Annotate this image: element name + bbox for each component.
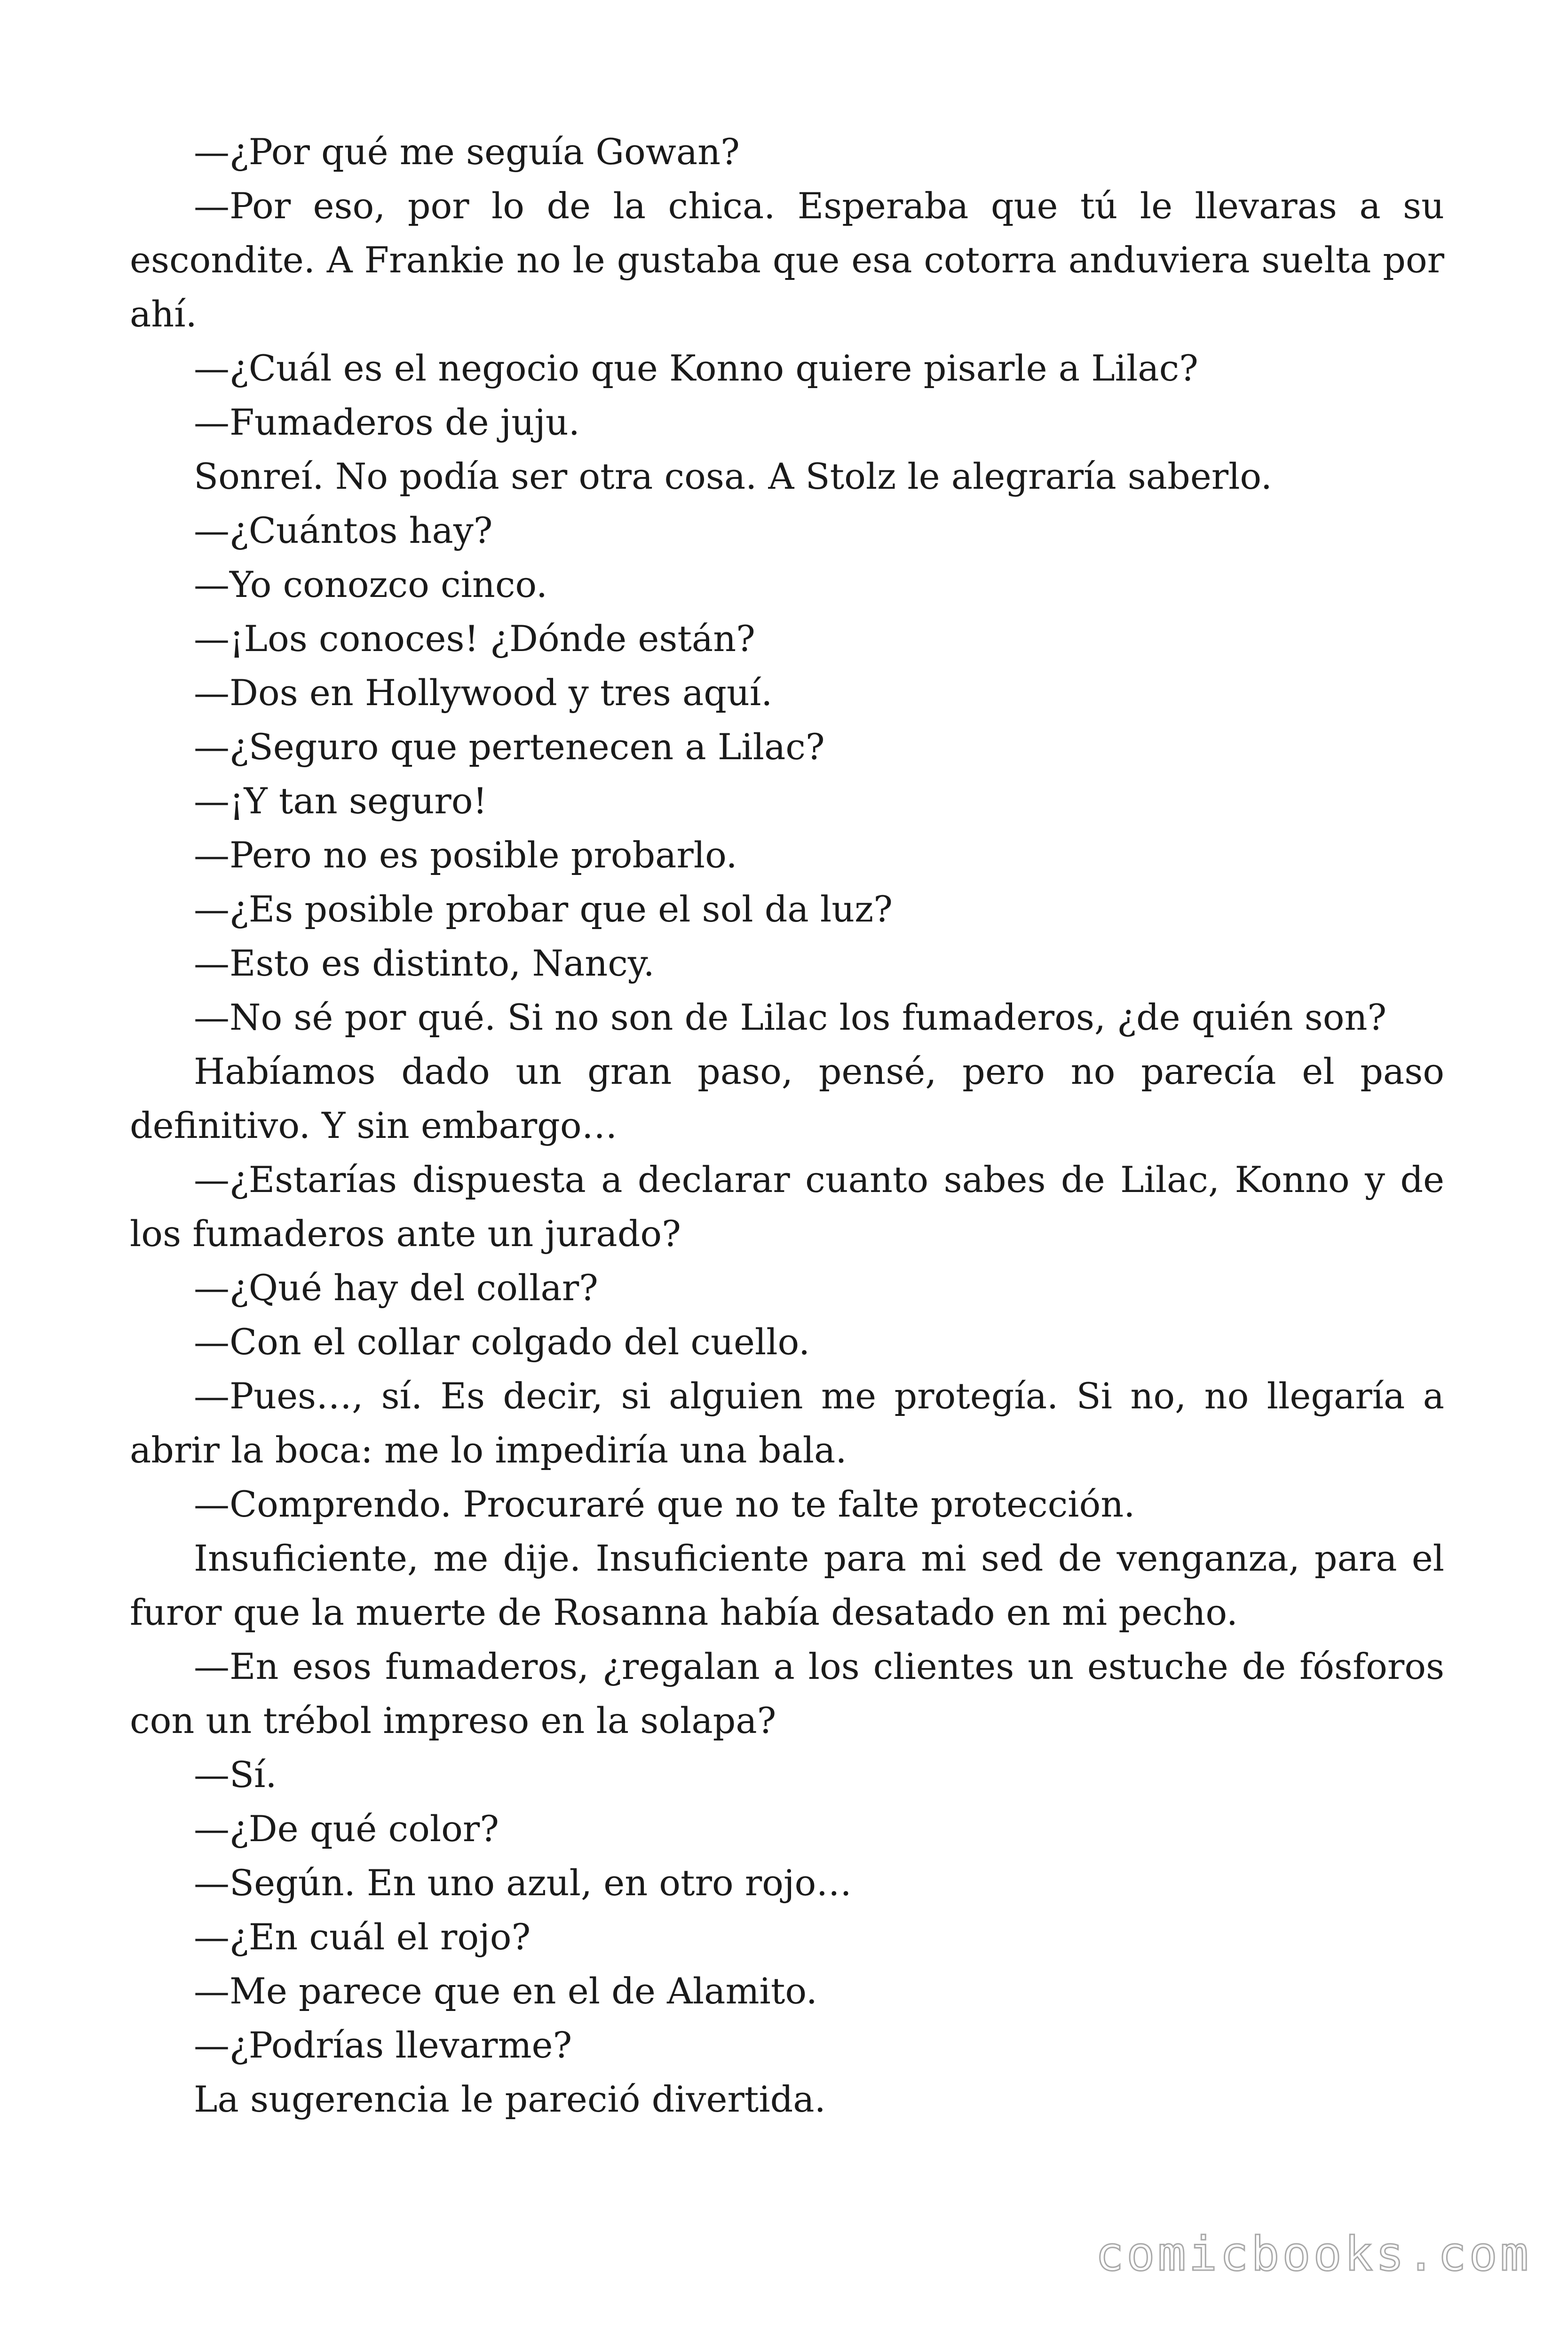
paragraph: Sonreí. No podía ser otra cosa. A Stolz le alegraría saberlo. — [194, 455, 1272, 497]
paragraph: —¿Cuántos hay? — [194, 509, 493, 551]
paragraph: —En esos fumaderos, ¿regalan a los clientes un estuche de fósforos con un trébol impreso en la solapa? — [130, 1645, 1444, 1741]
paragraph: —Yo conozco cinco. — [194, 564, 547, 605]
paragraph: —Sí. — [194, 1754, 277, 1796]
paragraph: —¿Por qué me seguía Gowan? — [194, 131, 740, 173]
paragraph: —Con el collar colgado del cuello. — [194, 1321, 810, 1363]
paragraph: Insuficiente, me dije. Insuficiente para mi sed de venganza, para el furor que la muerte de Rosanna había desatado en mi pecho. — [130, 1537, 1444, 1633]
paragraph: —Esto es distinto, Nancy. — [194, 942, 655, 984]
paragraph: —¿Estarías dispuesta a declarar cuanto sabes de Lilac, Konno y de los fumaderos ante un jurado? — [130, 1159, 1444, 1255]
paragraph: —Por eso, por lo de la chica. Esperaba que tú le llevaras a su escondite. A Frankie no le gustaba que esa cotorra anduviera suelta por ahí. — [130, 185, 1444, 335]
paragraph: —Comprendo. Procuraré que no te falte protección. — [194, 1483, 1135, 1525]
paragraph: Habíamos dado un gran paso, pensé, pero no parecía el paso definitivo. Y sin embargo… — [130, 1050, 1444, 1146]
paragraph: —No sé por qué. Si no son de Lilac los fumaderos, ¿de quién son? — [194, 996, 1387, 1038]
paragraph: —¿Cuál es el negocio que Konno quiere pisarle a Lilac? — [194, 347, 1198, 389]
paragraph: —Según. En uno azul, en otro rojo… — [194, 1862, 852, 1904]
paragraph: —¿Podrías llevarme? — [194, 2024, 572, 2066]
paragraph: —¿En cuál el rojo? — [194, 1916, 531, 1958]
paragraph: —Pues…, sí. Es decir, si alguien me protegía. Si no, no llegaría a abrir la boca: me lo impediría una bala. — [130, 1375, 1444, 1471]
paragraph: —¡Y tan seguro! — [194, 780, 488, 822]
paragraph: —¿Qué hay del collar? — [194, 1267, 598, 1309]
paragraph: —¿Seguro que pertenecen a Lilac? — [194, 726, 825, 768]
paragraph: —¿Es posible probar que el sol da luz? — [194, 888, 893, 930]
page-body — [130, 125, 1444, 2126]
paragraph: —¡Los conoces! ¿Dónde están? — [194, 618, 755, 660]
paragraph: —Fumaderos de juju. — [194, 401, 580, 443]
watermark: comicbooks.com — [1095, 2226, 1531, 2281]
paragraph: —Me parece que en el de Alamito. — [194, 1970, 817, 2012]
paragraph: La sugerencia le pareció divertida. — [194, 2078, 826, 2120]
paragraph: —Pero no es posible probarlo. — [194, 834, 737, 876]
paragraph: —¿De qué color? — [194, 1808, 499, 1850]
paragraph: —Dos en Hollywood y tres aquí. — [194, 672, 773, 714]
